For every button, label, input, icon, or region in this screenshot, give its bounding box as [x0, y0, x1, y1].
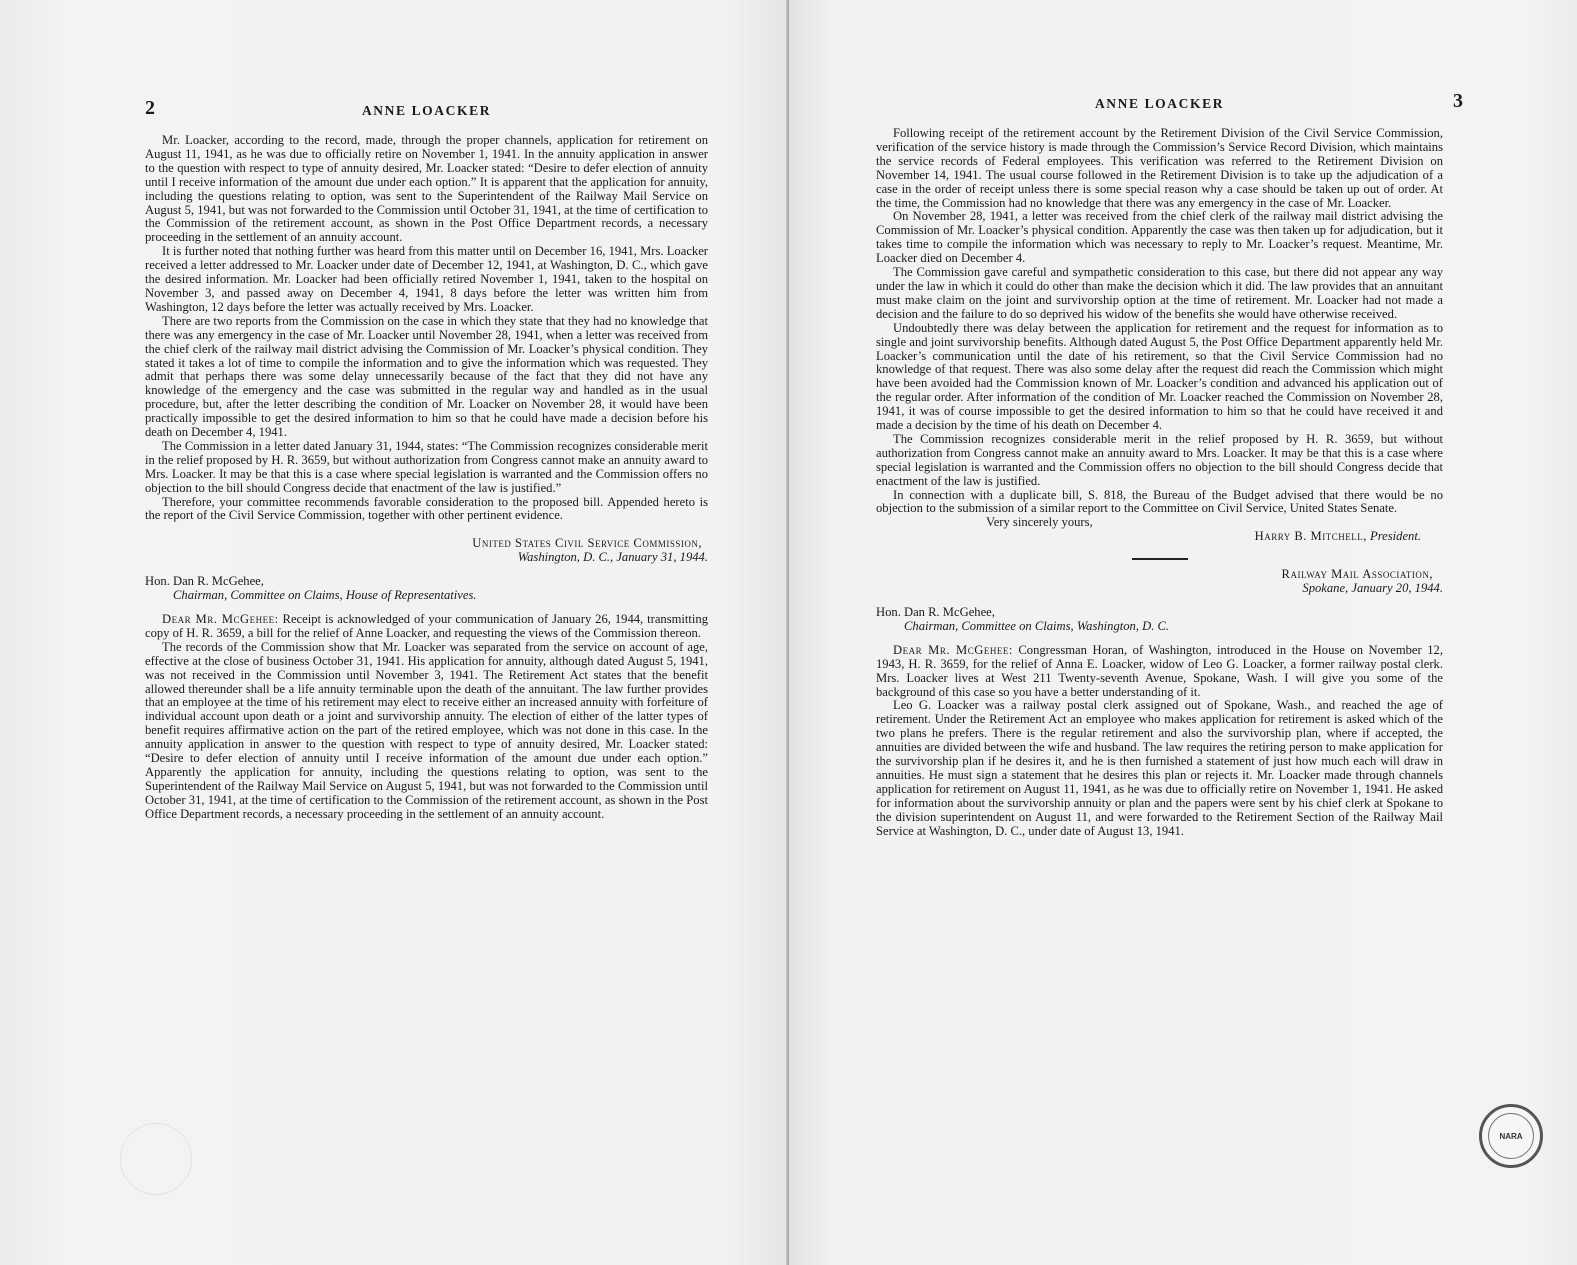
paragraph: The Commission in a letter dated January 31, 1944, states: “The Commission recognizes considerable merit in the relief proposed by H. R. 3659, but without authorization from Congress cannot make an annuity award to Mrs. Loacker. It may be that this is a case where special legislation is warranted and the Commission offers no objection to the bill should Congress decide that enactment of the law is justified.”: [145, 438, 708, 495]
page-number: 3: [1453, 90, 1463, 112]
page-number: 2: [145, 97, 155, 119]
paragraph: There are two reports from the Commission on the case in which they state that they had no knowledge that there was any emergency in the case of Mr. Loacker until November 28, 1941, when a letter was received from the chief clerk of the railway mail district advising the Commission of Mr. Loacker’s physical condition. They stated it takes a lot of time to compile the information and to give the information which was requested. They admit that perhaps there was some delay unnecessarily because of the fact that they did not have any knowledge of the emergency and the case was submitted in the regular way and handled as in the usual procedure, but, after the letter describing the condition of Mr. Loacker on November 28, it would have been practically impossible to get the desired information to him so that he could have made a decision before his death on December 4, 1941.: [145, 313, 708, 440]
stamp-inner-ring: [1488, 1113, 1534, 1159]
letter-paragraph: [876, 644, 1443, 700]
right-page-content: [876, 90, 1463, 839]
letter-org: United States Civil Service Commission,: [472, 536, 702, 551]
left-running-head: [145, 97, 708, 134]
signature-name: Harry B. Mitchell,: [1254, 529, 1367, 544]
paragraph: The Commission recognizes considerable merit in the relief proposed by H. R. 3659, but without authorization from Congress cannot make an annuity award to Mrs. Loacker. It may be that this is a case where special legislation is warranted and the Commission offers no objection to the bill should Congress decide that enactment of the law is justified.: [876, 431, 1443, 488]
paragraph: Undoubtedly there was delay between the application for retirement and the request for information as to single and joint survivorship benefits. Although dated August 5, the Post Office Department apparently held Mr. Loacker’s communication until the date of his retirement, so that the Civil Service Commission had no knowledge of that request. There was also some delay after the request did reach the Commission which might have been avoided had the Commission known of Mr. Loacker’s condition and advanced his application out of the regular order. After information of the condition of Mr. Loacker reached the Commission on November 28, 1941, it was of course impossible to get the desired information to him so that he could have received it and made a decision by the time of his death on December 4.: [876, 320, 1443, 433]
left-page-content: [145, 97, 708, 822]
running-title: ANNE LOACKER: [361, 103, 492, 118]
letter-salutation: Dear Mr. McGehee:: [893, 642, 1013, 657]
letter-paragraph-text: Congressman Horan, of Washington, introduced in the House on November 12, 1943, H. R. 3659, for the relief of Anna E. Loacker, widow of Leo G. Loacker, a former railway postal clerk. Mrs. Loacker lives at West 211 Twenty-seventh Avenue, Spokane, Wash. I will give you some of the background of this case so you have a better understanding of it.: [876, 642, 1443, 699]
signature: [876, 530, 1443, 544]
closing: Very sincerely yours,: [986, 515, 1093, 530]
paragraph: In connection with a duplicate bill, S. 818, the Bureau of the Budget advised that there would be no objection to the submission of a similar report to the Committee on Civil Service, United States Senate.: [876, 487, 1443, 516]
letter-dateline: Spokane, January 20, 1944.: [1302, 581, 1443, 596]
letter-addressee-title: Chairman, Committee on Claims, Washington, D. C.: [904, 618, 1170, 633]
letter-paragraph: The records of the Commission show that Mr. Loacker was separated from the service on account of age, effective at the close of business October 31, 1941. His application for annuity, although dated August 5, 1941, was not received in the Commission until November 3, 1941. The Retirement Act states that the benefit allowed thereunder shall be a life annuity terminable upon the death of the annuitant. The law further provides that an employee at the time of his retirement may elect to receive either an increased annuity with forfeiture of individual account upon death or a joint and survivorship annuity. The election of either of the latter types of benefit requires affirmative action on the part of the retired employee, which was not done in this case. In the annuity application in answer to the question with respect to type of annuity desired, Mr. Loacker stated: “Desire to defer election of annuity until I receive information of the amount due under each option.” Apparently the application for annuity, including the questions relating to option, was sent to the Superintendent of the Railway Mail Service on August 5, 1941, but was not forwarded to the Commission until October 31, 1941, at the time of certification to the Commission of the retirement account, as shown in the Post Office Department records, a necessary proceeding in the settlement of an annuity account.: [145, 639, 708, 821]
letter-dateline: Washington, D. C., January 31, 1944.: [517, 550, 708, 565]
stamp-text: NARA: [1499, 1131, 1523, 1141]
letter-paragraph: [145, 613, 708, 641]
paragraph: Therefore, your committee recommends favorable consideration to the proposed bill. Appended hereto is the report of the Civil Service Commission, together with other pertinent evidence.: [145, 494, 708, 523]
letter-addressee-title: Chairman, Committee on Claims, House of Representatives.: [173, 588, 477, 603]
signature-title: President.: [1370, 529, 1421, 544]
archive-stamp: [1479, 1104, 1543, 1168]
right-page: [789, 0, 1577, 1265]
letter-salutation: Dear Mr. McGehee:: [162, 612, 279, 626]
letter-paragraph: Leo G. Loacker was a railway postal clerk assigned out of Spokane, Wash., and reached the age of retirement. Under the Retirement Act an employee who makes application for retirement is asked which of the two plans he prefers. There is the regular retirement and also the survivorship plan, where if accepted, the annuities are divided between the wife and husband. The law requires the retiring person to make application for the survivorship plan if he desires it, and he is then furnished a statement of just how much each will draw in annuities. He must sign a statement that he desires this plan or rejects it. Mr. Loacker made through channels application for retirement on August 11, 1941, as he was due to officially retire on November 1, 1941. He asked for information about the survivorship annuity or plan and the papers were sent by his chief clerk at Spokane to the division superintendent on August 11, and were forwarded to the Retirement Section of the Railway Mail Service at Washington, D. C., under date of August 13, 1941.: [876, 698, 1443, 838]
paragraph: On November 28, 1941, a letter was received from the chief clerk of the railway mail district advising the Commission of Mr. Loacker’s physical condition. Apparently the case was then taken up for adjudication, but it takes time to compile the information which was necessary to reply to Mr. Loacker’s request. Meantime, Mr. Loacker died on December 4.: [876, 209, 1443, 266]
letter-addressee: Hon. Dan R. McGehee,: [876, 605, 995, 619]
paragraph: It is further noted that nothing further was heard from this matter until on December 16, 1941, Mrs. Loacker received a letter addressed to Mr. Loacker under date of December 12, 1941, at Washington, D. C., which gave the desired information. Mr. Loacker had been officially retired November 1, 1941, taken to the hospital on November 3, and passed away on December 4, 1941, 8 days before the letter was written him from Washington, 12 days before the letter was actually received by Mrs. Loacker.: [145, 244, 708, 314]
section-divider: [1132, 558, 1188, 560]
faint-seal: [120, 1123, 192, 1195]
right-running-head: [876, 90, 1463, 127]
paragraph: Following receipt of the retirement account by the Retirement Division of the Civil Service Commission, verification of the service history is made through the Commission’s Service Record Division, which maintains the service records of Federal employees. This verification was referred to the Retirement Division on November 14, 1941. The usual course followed in the Retirement Division is to take up the adjudication of a case in the order of receipt unless there is some special reason why a case should be taken up out of order. At the time, the Commission had no knowledge that there was any emergency in the case of Mr. Loacker.: [876, 126, 1443, 210]
letter-org: Railway Mail Association,: [1281, 567, 1433, 582]
paragraph: The Commission gave careful and sympathetic consideration to this case, but there did not appear any way under the law in which it could do other than make the decision which it did. The law provides that an annuitant must make claim on the joint and survivorship option at the time of retirement. Mr. Loacker had not made a decision and the failure to do so deprived his widow of the benefits she would have otherwise received.: [876, 265, 1443, 321]
letter-addressee: Hon. Dan R. McGehee,: [145, 574, 264, 589]
running-title: ANNE LOACKER: [1094, 96, 1225, 111]
paragraph: Mr. Loacker, according to the record, made, through the proper channels, application for retirement on August 11, 1941, as he was due to officially retire on November 1, 1941. In the annuity application in answer to the question with respect to type of annuity desired, Mr. Loacker stated: “Desire to defer election of annuity until I receive information of the amount due under each option.” It is apparent that the application for annuity, including the questions relating to option, was sent to the Superintendent of the Railway Mail Service on August 5, 1941, but was not forwarded to the Commission until October 31, 1941, at the time of certification to the Commission of the retirement account, as shown in the Post Office Department records, a necessary proceeding in the settlement of an annuity account.: [145, 133, 708, 245]
letter-paragraph-text: Receipt is acknowledged of your communication of January 26, 1944, transmitting copy of H. R. 3659, a bill for the relief of Anne Loacker, and requesting the views of the Commission thereon.: [145, 612, 708, 640]
